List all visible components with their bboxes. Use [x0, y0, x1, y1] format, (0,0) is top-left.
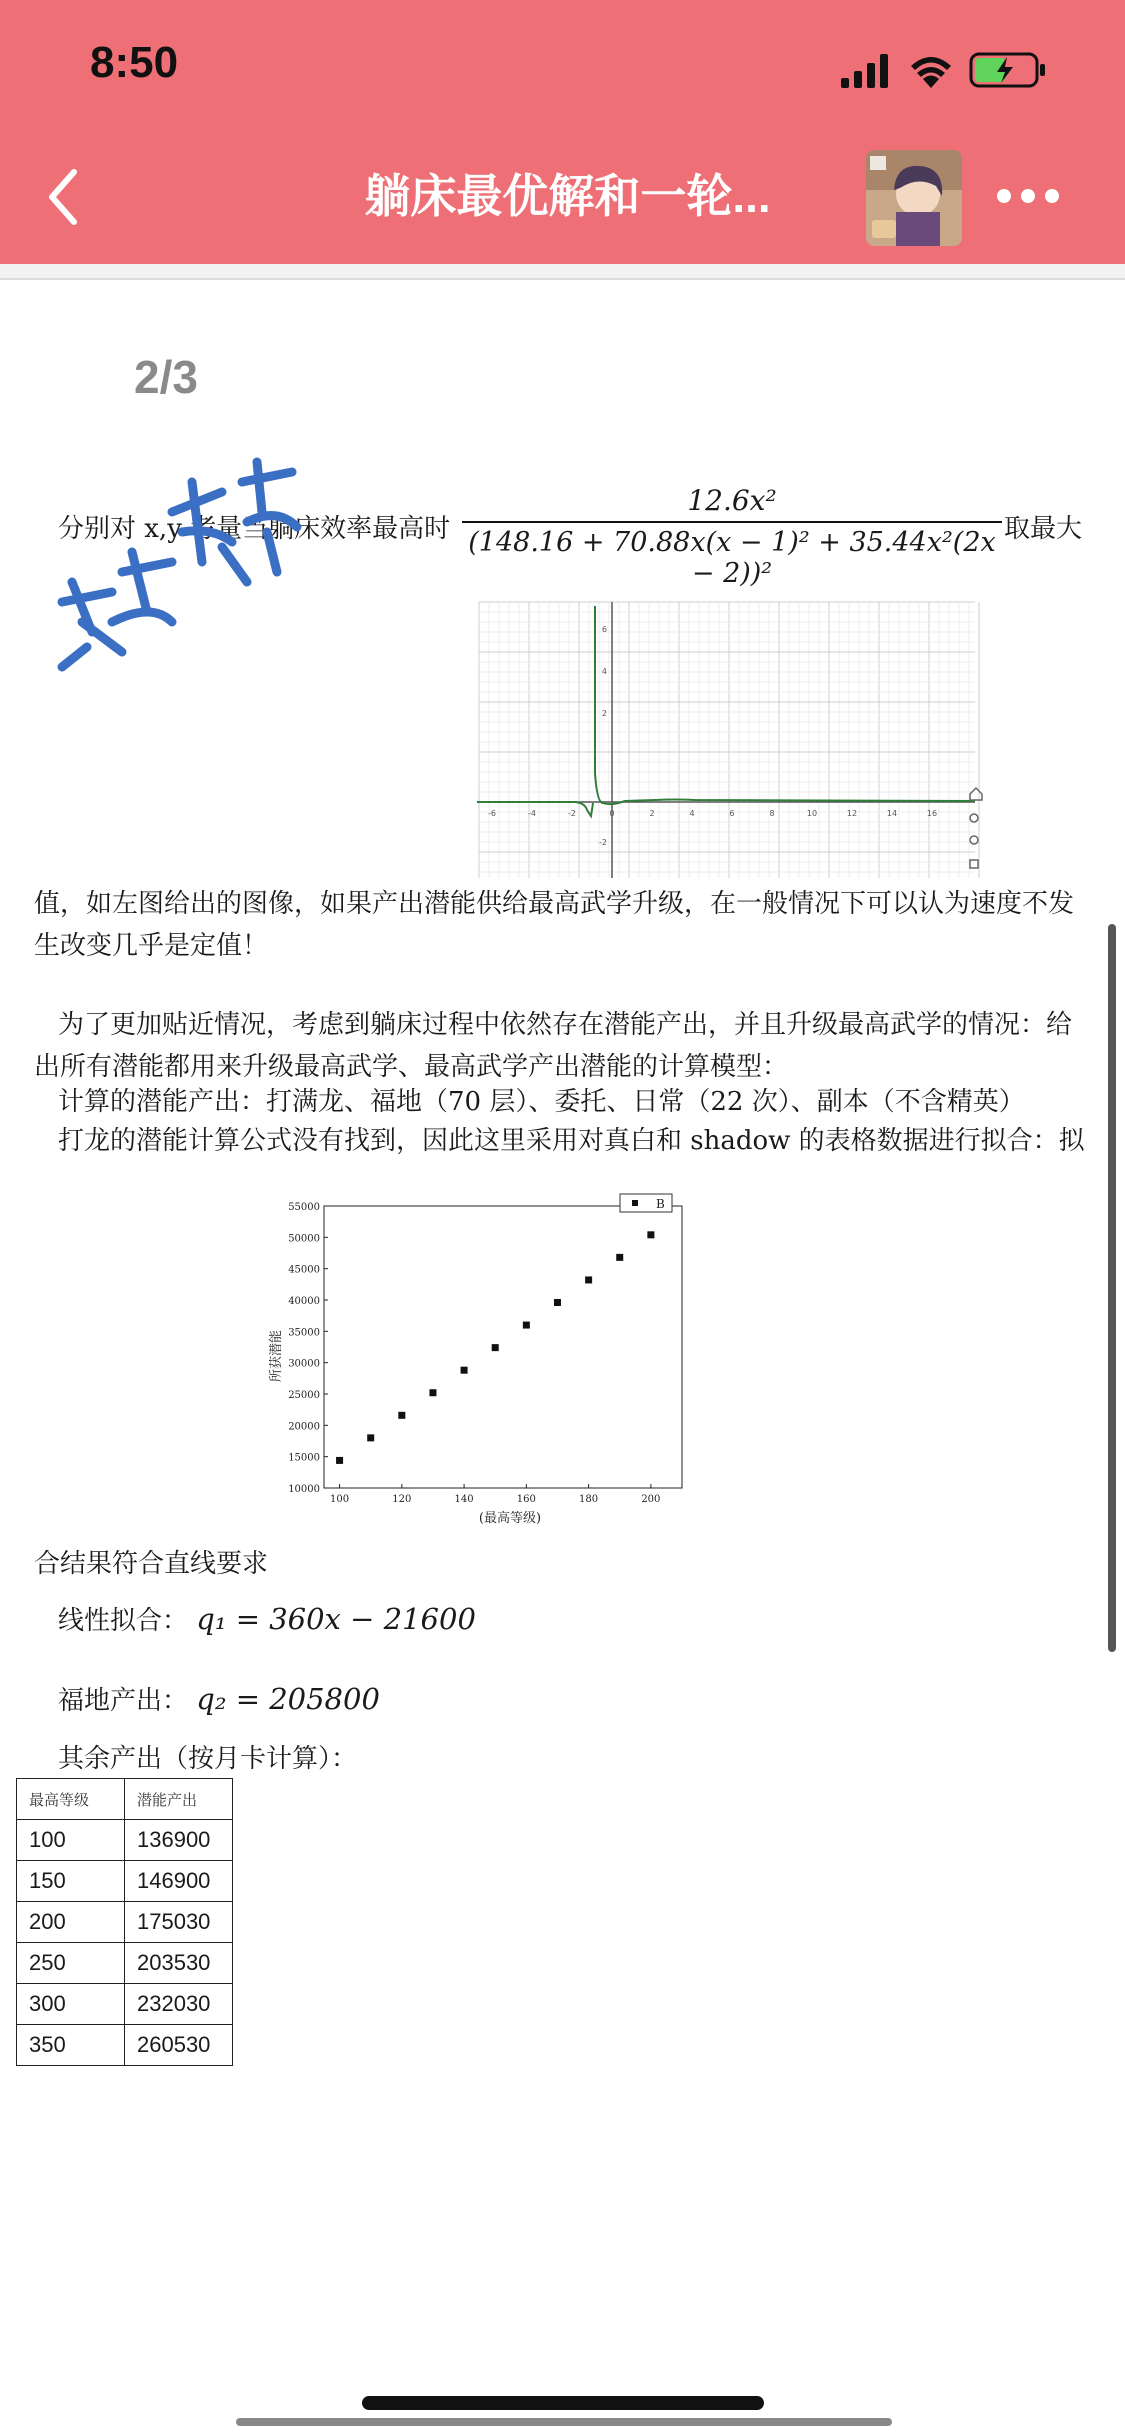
- home-indicator[interactable]: [362, 2396, 764, 2410]
- page-title: 躺床最优解和一轮...: [364, 170, 771, 222]
- scatter-y-tick-label: 20000: [288, 1421, 320, 1433]
- scatter-x-tick-label: 200: [641, 1494, 661, 1505]
- paragraph-2-line-1: 为了更加贴近情况，考虑到躺床过程中依然存在潜能产出，并且升级最高武学的情况：给: [58, 1010, 1073, 1040]
- table-cell: 200: [17, 1902, 125, 1943]
- wifi-icon: [911, 57, 951, 88]
- scatter-y-tick-label: 15000: [288, 1452, 320, 1464]
- graph-y-tick: 6: [601, 625, 607, 634]
- graph-x-tick: 6: [729, 809, 735, 818]
- avatar[interactable]: [866, 150, 962, 246]
- linear-fit-formula: q₁ = 360x − 21600: [196, 1602, 476, 1636]
- table-cell: 100: [17, 1820, 125, 1861]
- scatter-point: [616, 1254, 623, 1261]
- efficiency-formula: [462, 484, 1002, 589]
- scatter-point: [461, 1367, 468, 1374]
- scatter-frame: [324, 1206, 682, 1488]
- scatter-axes: [324, 1206, 682, 1488]
- formula-denominator: (148.16 + 70.88x(x − 1)² + 35.44x²(2x − 2))²: [468, 527, 996, 589]
- formula-lead-text: 分别对 x,y 考量当躺床效率最高时: [58, 514, 451, 544]
- scatter-y-tick-label: 35000: [288, 1327, 320, 1339]
- table-cell: 136900: [125, 1820, 233, 1861]
- signal-icon: [841, 54, 888, 88]
- scatter-point: [398, 1412, 405, 1419]
- graph-x-tick: -4: [528, 809, 536, 818]
- top-bar: [0, 0, 1125, 264]
- scatter-y-tick-label: 40000: [288, 1296, 320, 1307]
- formula-trail-text: 取最大: [1004, 514, 1083, 544]
- scatter-legend: [620, 1194, 672, 1212]
- scatter-y-tick-label: 45000: [288, 1264, 320, 1276]
- scatter-point: [523, 1322, 530, 1329]
- horizontal-scrollbar[interactable]: [236, 2418, 892, 2426]
- graph-x-tick: 12: [846, 809, 858, 818]
- handwritten-watermark: [52, 452, 312, 682]
- table-cell: 203530: [125, 1943, 233, 1984]
- status-time: 8:50: [90, 38, 179, 87]
- battery-icon: [971, 54, 1045, 86]
- fudi-output-formula: q₂ = 205800: [196, 1682, 380, 1716]
- table-header-level: 最高等级: [17, 1779, 125, 1820]
- graph-x-tick: -2: [568, 809, 576, 818]
- graph-x-tick: 4: [689, 809, 695, 818]
- scatter-y-ticks: [288, 1202, 328, 1495]
- graph-y-tick: -2: [599, 838, 607, 847]
- fudi-output-label: 福地产出：: [58, 1686, 189, 1716]
- header-divider: [0, 264, 1125, 280]
- graph-x-tick: 8: [769, 809, 775, 818]
- more-icon[interactable]: [996, 186, 1060, 206]
- table-header-row: [17, 1779, 233, 1820]
- scatter-point: [585, 1276, 592, 1283]
- table-row: [17, 1820, 233, 1861]
- scatter-x-tick-label: 180: [579, 1494, 599, 1505]
- scatter-x-tick-label: 120: [392, 1494, 412, 1505]
- paragraph-1-line-2: 生改变几乎是定值！: [34, 931, 269, 961]
- paragraph-3: 计算的潜能产出：打满龙、福地（70 层）、委托、日常（22 次）、副本（不含精英）: [58, 1087, 1025, 1117]
- scatter-chart: [262, 1188, 702, 1528]
- graph-x-tick: 14: [886, 809, 898, 818]
- scatter-point: [554, 1299, 561, 1306]
- graph-x-tick: -6: [488, 809, 496, 818]
- scatter-x-ticks: [330, 1484, 660, 1505]
- graph-y-tick: 4: [601, 667, 607, 676]
- function-graph: [475, 598, 985, 880]
- other-output-label: 其余产出（按月卡计算）：: [58, 1744, 358, 1774]
- paragraph-1-line-1: 值，如左图给出的图像，如果产出潜能供给最高武学升级，在一般情况下可以认为速度不发: [34, 889, 1075, 919]
- scatter-y-label: 所获潜能: [269, 1329, 284, 1383]
- status-icons: [841, 50, 1081, 90]
- paragraph-4: 打龙的潜能计算公式没有找到，因此这里采用对真白和 shadow 的表格数据进行拟合：拟: [58, 1126, 1085, 1156]
- table-cell: 232030: [125, 1984, 233, 2025]
- table-cell: 175030: [125, 1902, 233, 1943]
- table-cell: 260530: [125, 2025, 233, 2066]
- scatter-y-tick-label: 25000: [288, 1390, 320, 1401]
- scatter-y-tick-label: 30000: [288, 1358, 320, 1370]
- scatter-y-tick-label: 50000: [288, 1233, 320, 1245]
- table-cell: 350: [17, 2025, 125, 2066]
- table-row: [17, 1861, 233, 1902]
- graph-y-tick: 2: [601, 709, 607, 718]
- scatter-x-tick-label: 160: [516, 1494, 536, 1505]
- linear-fit-line: [58, 1600, 476, 1637]
- table-row: [17, 1902, 233, 1943]
- scatter-point: [492, 1344, 499, 1351]
- scatter-x-tick-label: 100: [330, 1494, 350, 1505]
- scatter-point: [336, 1457, 343, 1464]
- table-cell: 250: [17, 1943, 125, 1984]
- scatter-y-tick-label: 55000: [288, 1202, 320, 1213]
- scatter-point: [647, 1231, 654, 1238]
- output-table: [16, 1778, 233, 2066]
- scatter-x-tick-label: 140: [454, 1494, 474, 1505]
- scatter-point: [367, 1434, 374, 1441]
- table-row: [17, 2025, 233, 2066]
- scatter-y-tick-label: 10000: [288, 1484, 320, 1495]
- paragraph-2-line-2: 出所有潜能都用来升级最高武学、最高武学产出潜能的计算模型：: [34, 1052, 789, 1082]
- scatter-points: [336, 1231, 654, 1464]
- vertical-scrollbar[interactable]: [1108, 924, 1116, 1652]
- graph-x-tick: 0: [609, 809, 615, 818]
- paragraph-5: 合结果符合直线要求: [34, 1549, 269, 1579]
- graph-x-tick: 16: [926, 809, 938, 818]
- table-cell: 146900: [125, 1861, 233, 1902]
- formula-numerator: 12.6x²: [462, 484, 1002, 523]
- graph-x-tick: 2: [649, 809, 655, 818]
- table-row: [17, 1984, 233, 2025]
- scatter-point: [429, 1389, 436, 1396]
- table-row: [17, 1943, 233, 1984]
- table-cell: 300: [17, 1984, 125, 2025]
- graph-x-tick: 10: [806, 809, 818, 818]
- table-cell: 150: [17, 1861, 125, 1902]
- fudi-output-line: [58, 1680, 380, 1717]
- scatter-legend-label: B: [656, 1197, 665, 1211]
- table-header-output: 潜能产出: [125, 1779, 233, 1820]
- page-indicator: 2/3: [134, 351, 198, 403]
- linear-fit-label: 线性拟合：: [58, 1606, 189, 1636]
- scatter-x-label: (最高等级): [478, 1511, 542, 1526]
